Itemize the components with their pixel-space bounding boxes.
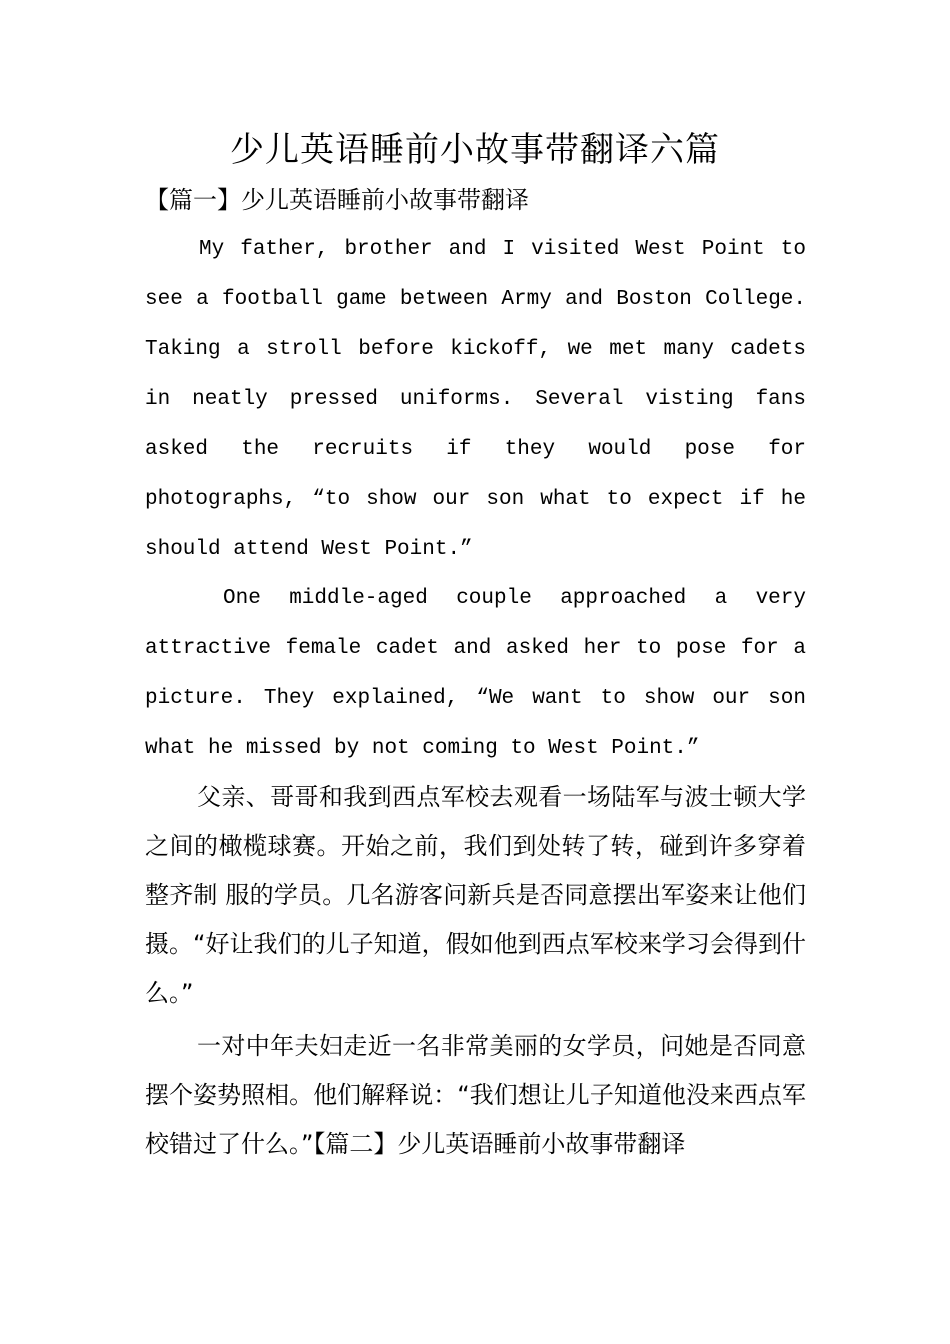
chinese-paragraph: 父亲、哥哥和我到西点军校去观看一场陆军与波士顿大学之间的橄榄球赛。开始之前，我们到处转了转，碰到许多穿着整齐制 服的学员。几名游客问新兵是否同意摆出军姿来让他们摄。“好让我们的儿子知道，假如他到西点军校来学习会得到什么。”	[145, 783, 806, 1007]
english-paragraph: My father, brother and I visited West Point to see a football game between Army and Boston College. Taking a stroll before kickoff, we met many cadets in neatly pressed uniforms. Several visting fans asked the recruits if they would pose for photographs, “to show our son what to expect if he should attend West Point.”	[145, 238, 806, 561]
section-heading: 【篇一】少儿英语睡前小故事带翻译	[145, 186, 529, 214]
chinese-paragraph: 一对中年夫妇走近一名非常美丽的女学员，问她是否同意摆个姿势照相。他们解释说：“我们想让儿子知道他没来西点军校错过了什么。”【篇二】少儿英语睡前小故事带翻译	[145, 1032, 806, 1158]
english-paragraph: One middle-aged couple approached a very attractive female cadet and asked her to pose for a picture. They explained, “We want to show our son what he missed by not coming to West Point.”	[145, 587, 806, 760]
document-title: 少儿英语睡前小故事带翻译六篇	[230, 130, 720, 170]
